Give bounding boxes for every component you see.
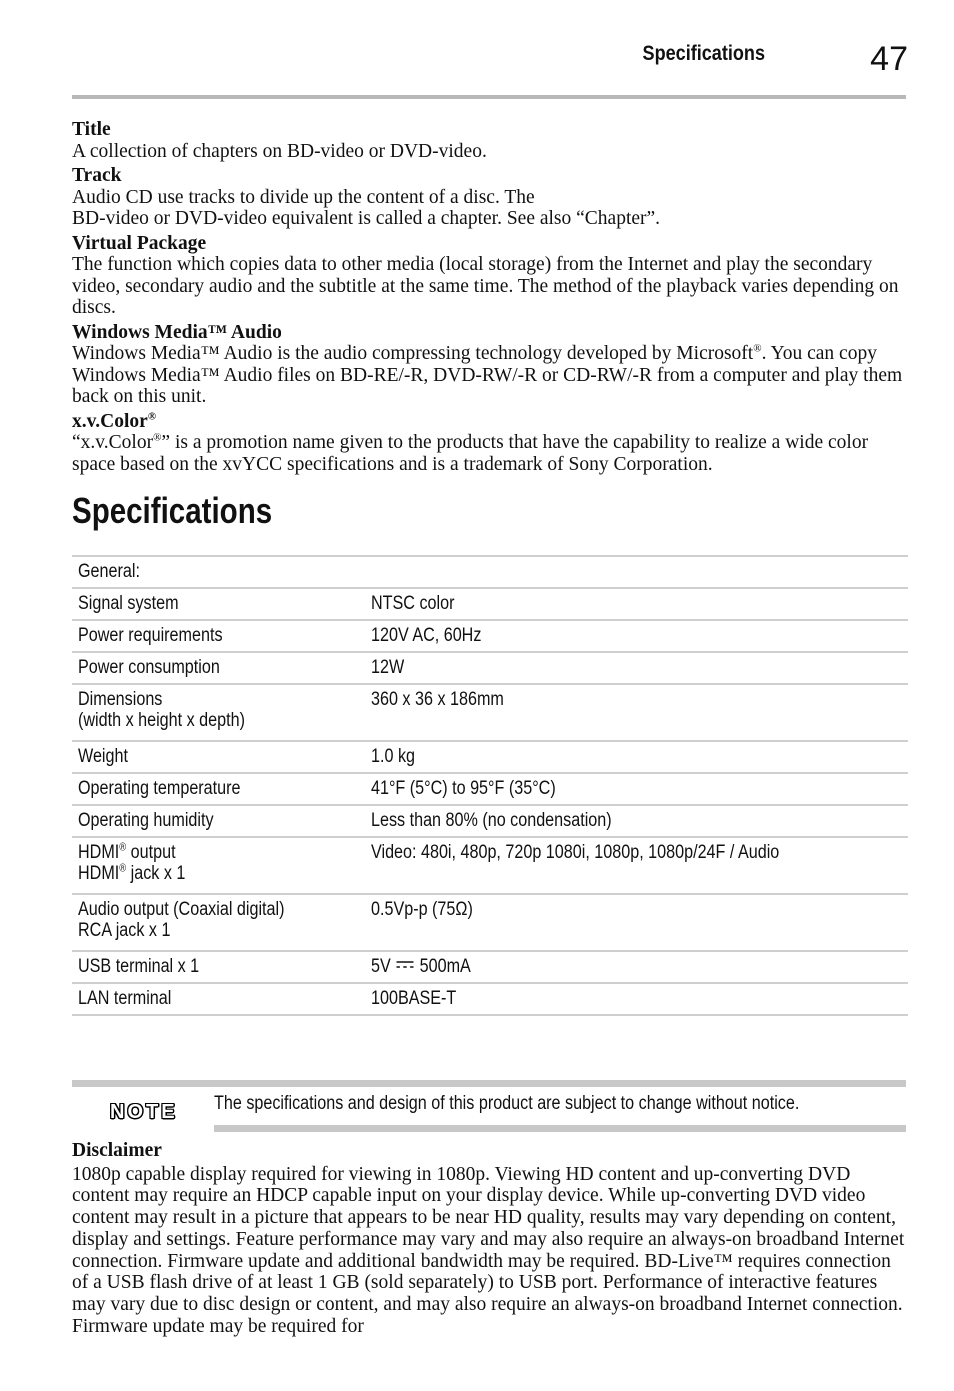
dc-current-icon <box>396 960 415 970</box>
spec-value-cell <box>365 588 908 620</box>
glossary-definition-track-line2: BD-video or DVD-video equivalent is called a chapter. See also “Chapter”. <box>72 208 661 229</box>
spec-label: Operating temperature <box>78 778 241 799</box>
spec-label-cell <box>72 805 365 837</box>
registered-mark: ® <box>153 431 162 444</box>
note-bottom-bar <box>214 1125 906 1132</box>
glossary-definition-xvcolor <box>72 432 906 475</box>
spec-label: USB terminal x 1 <box>78 956 200 977</box>
header-rule <box>72 95 906 99</box>
note-icon: NOTE <box>110 1101 178 1123</box>
spec-label: Dimensions <box>78 689 163 710</box>
spec-label-line2: (width x height x depth) <box>78 710 245 731</box>
disclaimer-heading: Disclaimer <box>72 1140 162 1161</box>
spec-label: LAN terminal <box>78 988 172 1009</box>
general-label-cell <box>72 556 908 588</box>
glossary-definition-virtual-package: The function which copies data to other media (local storage) from the Internet and play the secondary video, secondary audio and the subtitle at the same time. The method of the playback varies depending on discs. <box>72 254 899 318</box>
spec-label: Weight <box>78 746 128 767</box>
spec-value-cell <box>365 741 908 773</box>
table-row <box>72 894 908 951</box>
spec-value-cell <box>365 684 908 741</box>
table-row <box>72 983 908 1015</box>
spec-label-cell <box>72 951 365 983</box>
glossary-definition-title: A collection of chapters on BD-video or DVD-video. <box>72 140 487 162</box>
spec-value: Video: 480i, 480p, 720p 1080i, 1080p, 1080p/24F / Audio <box>371 842 780 863</box>
spec-label-cell <box>72 620 365 652</box>
term-text: x.v.Color <box>72 410 148 432</box>
table-row <box>72 556 908 588</box>
spec-value: 12W <box>371 657 405 678</box>
table-row <box>72 652 908 684</box>
spec-value: 1.0 kg <box>371 746 416 767</box>
glossary-term-track: Track <box>72 165 122 186</box>
glossary-definition-track-line1: Audio CD use tracks to divide up the content of a disc. The <box>72 186 535 208</box>
glossary-term-xvcolor <box>72 411 906 433</box>
table-row <box>72 805 908 837</box>
disclaimer-body: 1080p capable display required for viewing in 1080p. Viewing HD content and up-converting DVD content may require an HDCP capable input on your display device. While up-converting DVD video content may result in a picture that appears to be near HD quality, results may vary depending on content, display and settings. Feature performance may vary and may also require an always-on broadband Internet connection. Firmware update and additional bandwidth may be required. BD-Live™ requires connection of a USB flash drive of at least 1 GB (sold separately) to USB port. Performance of interactive features may vary due to disc design or content, and may also require an always-on broadband Internet connection. Firmware update may be required for <box>72 1163 905 1337</box>
registered-mark: ® <box>119 841 127 854</box>
spec-label-line2: RCA jack x 1 <box>78 920 171 941</box>
general-label: General: <box>78 561 140 582</box>
spec-label: Audio output (Coaxial digital) <box>78 899 285 920</box>
spec-value: NTSC color <box>371 593 455 614</box>
running-header-section: Specifications <box>642 42 765 65</box>
label-part: HDMI <box>78 842 120 863</box>
disclaimer-section <box>72 1140 906 1337</box>
spec-value: Less than 80% (no condensation) <box>371 810 612 831</box>
page-number: 47 <box>870 40 908 78</box>
value-part: 500mA <box>419 956 471 977</box>
spec-value-cell <box>365 773 908 805</box>
spec-label-cell <box>72 837 365 894</box>
spec-label-cell <box>72 773 365 805</box>
table-row <box>72 684 908 741</box>
spec-label: Power consumption <box>78 657 220 678</box>
registered-mark: ® <box>753 342 762 355</box>
spec-value-cell <box>365 951 908 983</box>
spec-value-cell <box>365 894 908 951</box>
registered-mark: ® <box>147 410 157 422</box>
definition-part: Windows Media™ Audio is the audio compressing technology developed by Microsoft <box>72 343 754 364</box>
spec-label: Operating humidity <box>78 810 214 831</box>
table-row <box>72 773 908 805</box>
spec-value: 41°F (5°C) to 95°F (35°C) <box>371 778 556 799</box>
spec-value: 120V AC, 60Hz <box>371 625 482 646</box>
definition-part: “x.v.Color <box>72 432 154 453</box>
spec-value-cell <box>365 620 908 652</box>
glossary-section <box>72 116 906 475</box>
table-row <box>72 588 908 620</box>
label-part: jack x 1 <box>126 863 186 884</box>
spec-value: 360 x 36 x 186mm <box>371 689 504 710</box>
spec-label-cell <box>72 588 365 620</box>
table-row <box>72 837 908 894</box>
glossary-definition-windows-media-audio <box>72 343 906 408</box>
spec-value <box>371 956 471 977</box>
glossary-term-title: Title <box>72 119 111 140</box>
spec-label-cell <box>72 983 365 1015</box>
spec-value-cell <box>365 652 908 684</box>
note-text: The specifications and design of this product are subject to change without notice. <box>214 1093 800 1114</box>
specifications-heading: Specifications <box>72 490 273 531</box>
spec-label-cell <box>72 652 365 684</box>
spec-label-cell <box>72 894 365 951</box>
spec-label-cell <box>72 684 365 741</box>
specifications-table <box>72 555 908 1016</box>
label-part: output <box>126 842 176 863</box>
glossary-term-windows-media-audio: Windows Media™ Audio <box>72 321 282 343</box>
label-part: HDMI <box>78 863 120 884</box>
registered-mark: ® <box>119 862 127 875</box>
table-row <box>72 741 908 773</box>
value-part: 5V <box>371 956 391 977</box>
definition-part: . You can copy Windows Media™ Audio files on BD-RE/-R, DVD-RW/-R or CD-RW/-R from a computer and play them back on this unit. <box>72 343 903 407</box>
spec-value-cell <box>365 837 908 894</box>
definition-part: ” is a promotion name given to the products that have the capability to realize a wide color space based on the xvYCC specifications and is a trademark of Sony Corporation. <box>72 432 869 475</box>
note-top-bar <box>72 1080 906 1087</box>
glossary-term-virtual-package: Virtual Package <box>72 232 207 254</box>
spec-value-cell <box>365 983 908 1015</box>
table-row <box>72 620 908 652</box>
spec-value: 0.5Vp-p (75Ω) <box>371 899 473 920</box>
spec-value: 100BASE-T <box>371 988 457 1009</box>
spec-label-cell <box>72 741 365 773</box>
spec-label <box>78 842 176 863</box>
spec-label: Signal system <box>78 593 179 614</box>
spec-value-cell <box>365 805 908 837</box>
table-row <box>72 951 908 983</box>
spec-label-line2 <box>78 863 185 884</box>
spec-label: Power requirements <box>78 625 223 646</box>
